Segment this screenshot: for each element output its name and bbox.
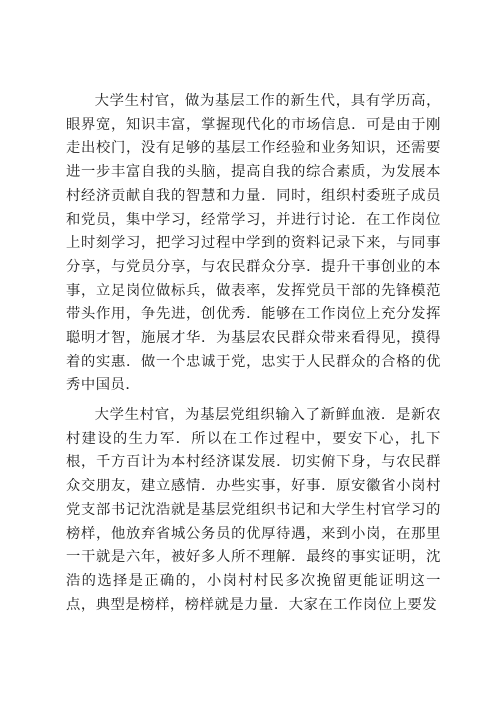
body-paragraph-2: 大学生村官，为基层党组织输入了新鲜血液．是新农村建设的生力军．所以在工作过程中，要安下心，扎下根，千方百计为本村经济谋发展．切实俯下身，与农民群众交朋友，建立感情．办些实事，好事．原安徽省小岗村党支部书记沈浩就是基层党组织书记和大学生村官学习的榜样，他放弃省城公务员的优厚待遇，来到小岗，在那里一干就是六年，被好多人所不理解．最终的事实证明，沈浩的选择是正确的，小岗村村民多次挽留更能证明这一点，典型是榜样，榜样就是力量．大家在工作岗位上要发 <box>66 407 441 613</box>
body-paragraph-1: 大学生村官，做为基层工作的新生代，具有学历高，眼界宽，知识丰富，掌握现代化的市场信息．可是由于刚走出校门，没有足够的基层工作经验和业务知识，还需要进一步丰富自我的头脑，提高自我的综合素质，为发展本村经济贡献自我的智慧和力量．同时，组织村委班子成员和党员，集中学习，经常学习，并进行讨论．在工作岗位上时刻学习，把学习过程中学到的资料记录下来，与同事分享，与党员分享，与农民群众分享．提升干事创业的本事，立足岗位做标兵，做表率，发挥党员干部的先锋模范带头作用，争先进，创优秀．能够在工作岗位上充分发挥聪明才智，施展才华．为基层农民群众带来看得见，摸得着的实惠．做一个忠诚于党，忠实于人民群众的合格的优秀中国员． <box>66 93 441 394</box>
